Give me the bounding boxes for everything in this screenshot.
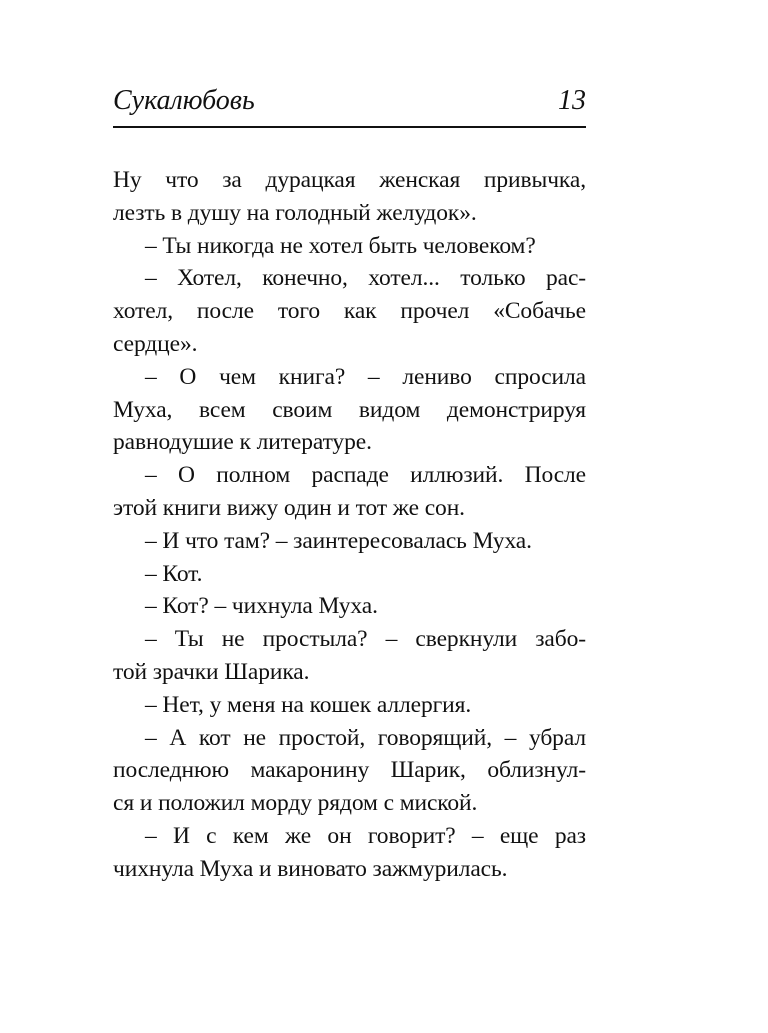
text-line: последнюю макаронину Шарик, облизнул- [113,757,586,784]
text-line: – Ты никогда не хотел быть человеком? [145,232,536,259]
header-rule [113,126,586,128]
text-line: – О полном распаде иллюзий. После [145,462,586,489]
text-line: – Кот. [145,560,203,587]
text-line: хотел, после того как прочел «Собачье [113,298,586,325]
text-line: лезть в душу на голодный желудок». [113,199,477,226]
body-text [113,164,586,886]
text-line: ся и положил морду рядом с миской. [113,790,478,817]
text-line: – Хотел, конечно, хотел... только рас- [145,265,586,292]
text-line: Муха, всем своим видом демонстрируя [113,396,586,423]
text-line: той зрачки Шарика. [113,658,310,685]
text-line: – И с кем же он говорит? – еще раз [145,822,586,849]
text-line: – О чем книга? – лениво спросила [145,363,586,390]
text-line: – И что там? – заинтересовалась Муха. [145,527,532,554]
page-number: 13 [558,85,586,116]
text-line: – Нет, у меня на кошек аллергия. [145,691,472,718]
text-line: чихнула Муха и виновато зажмурилась. [113,855,508,882]
text-line: Ну что за дурацкая женская привычка, [113,167,586,193]
text-line: равнодушие к литературе. [113,429,372,456]
running-header [113,84,586,120]
text-line: – Кот? – чихнула Муха. [145,593,378,620]
running-title: Сукалюбовь [113,85,255,116]
text-line: этой книги вижу один и тот же сон. [113,494,465,521]
text-line: – Ты не простыла? – сверкнули забо- [145,626,586,653]
text-line: – А кот не простой, говорящий, – убрал [145,724,586,751]
text-line: сердце». [113,330,198,357]
